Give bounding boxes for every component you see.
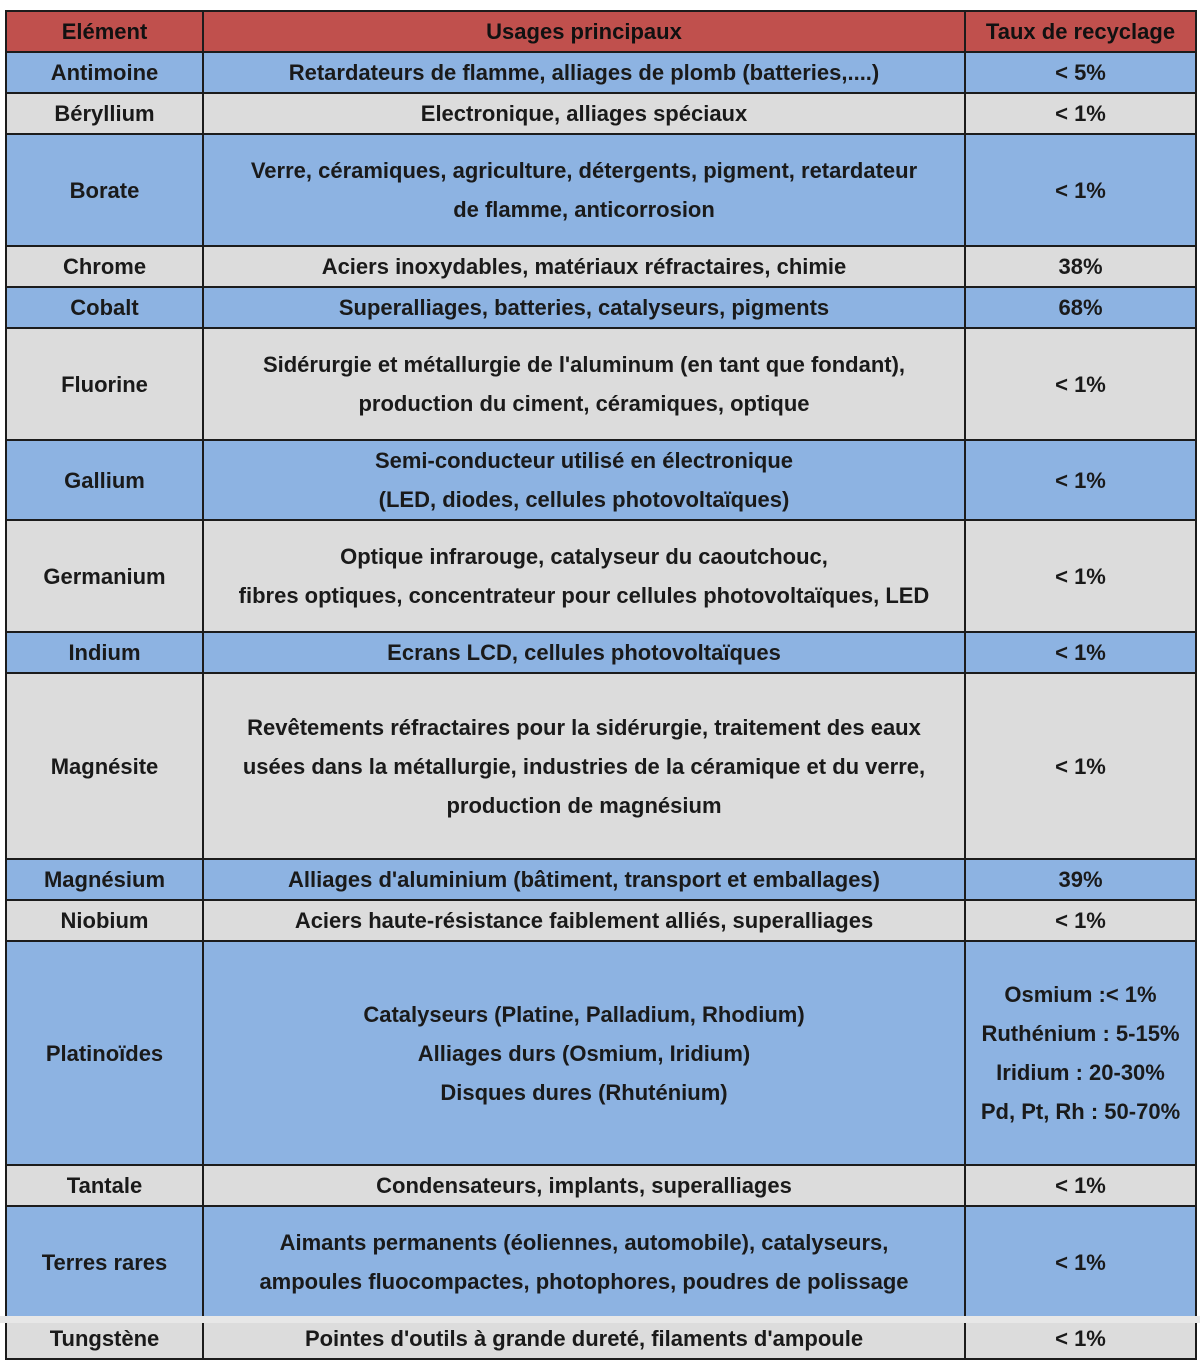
usages-line: Alliages d'aluminium (bâtiment, transport et emballages) [287, 867, 880, 892]
rate-cell [965, 52, 1196, 93]
element-cell: Terres rares [6, 1206, 203, 1318]
table-row [6, 859, 1196, 900]
table-row [6, 941, 1196, 1165]
usages-line: Sidérurgie et métallurgie de l'aluminum (en tant que fondant), [262, 352, 906, 377]
rate-cell [965, 859, 1196, 900]
usages-cell [203, 440, 965, 520]
header-element: Elément [6, 11, 203, 52]
rate-cell [965, 673, 1196, 859]
usages-line: Aimants permanents (éoliennes, automobile), catalyseurs, [279, 1230, 889, 1255]
table-row [6, 632, 1196, 673]
table-row [6, 328, 1196, 440]
element-cell: Béryllium [6, 93, 203, 134]
header-rate: Taux de recyclage [965, 11, 1196, 52]
element-cell: Tungstène [6, 1318, 203, 1359]
table-row [6, 520, 1196, 632]
rate-line: 38% [1058, 254, 1103, 279]
element-cell: Niobium [6, 900, 203, 941]
usages-line: Aciers inoxydables, matériaux réfractaires, chimie [321, 254, 847, 279]
rate-cell [965, 1206, 1196, 1318]
header-usages: Usages principaux [203, 11, 965, 52]
usages-cell [203, 900, 965, 941]
rate-line: < 1% [1055, 467, 1106, 493]
rate-cell [965, 1165, 1196, 1206]
usages-line: production de magnésium [446, 792, 722, 818]
rate-cell [965, 93, 1196, 134]
rate-line: < 1% [1055, 1326, 1106, 1351]
table-body [6, 52, 1196, 1359]
rate-line: < 1% [1055, 753, 1106, 779]
usages-line: Retardateurs de flamme, alliages de plomb (batteries,....) [288, 60, 880, 85]
usages-line: Pointes d'outils à grande dureté, filaments d'ampoule [304, 1326, 864, 1351]
bottom-divider [0, 1316, 1200, 1323]
table-row [6, 1318, 1196, 1359]
table-row [6, 1165, 1196, 1206]
rate-cell [965, 246, 1196, 287]
rate-line: < 1% [1055, 177, 1106, 203]
usages-line: Ecrans LCD, cellules photovoltaïques [387, 640, 781, 665]
usages-line: fibres optiques, concentrateur pour cellules photovoltaïques, LED [238, 583, 930, 608]
usages-cell [203, 1318, 965, 1359]
usages-cell [203, 1206, 965, 1318]
usages-line: de flamme, anticorrosion [453, 197, 715, 222]
rate-line: < 1% [1055, 371, 1106, 397]
table-row [6, 246, 1196, 287]
table-row [6, 93, 1196, 134]
usages-line: Superalliages, batteries, catalyseurs, pigments [338, 295, 830, 320]
rate-line: Ruthénium : 5-15% [981, 1021, 1180, 1046]
rate-line: < 1% [1055, 563, 1106, 589]
usages-line: Semi-conducteur utilisé en électronique [374, 448, 794, 473]
usages-cell [203, 328, 965, 440]
rate-line: Pd, Pt, Rh : 50-70% [980, 1099, 1181, 1124]
usages-line: ampoules fluocompactes, photophores, poudres de polissage [259, 1269, 909, 1294]
usages-line: production du ciment, céramiques, optique [358, 391, 810, 416]
table-row [6, 900, 1196, 941]
element-cell: Borate [6, 134, 203, 246]
rate-line: < 1% [1055, 640, 1106, 665]
usages-line: Optique infrarouge, catalyseur du caoutchouc, [340, 544, 828, 569]
rate-line: < 1% [1055, 101, 1106, 126]
element-cell: Germanium [6, 520, 203, 632]
rate-cell [965, 520, 1196, 632]
usages-cell [203, 673, 965, 859]
usages-line: Alliages durs (Osmium, Iridium) [417, 1040, 751, 1066]
usages-line: Catalyseurs (Platine, Palladium, Rhodium) [363, 1001, 805, 1027]
rate-cell [965, 328, 1196, 440]
usages-cell [203, 93, 965, 134]
usages-line: Condensateurs, implants, superalliages [376, 1173, 792, 1198]
table-row [6, 134, 1196, 246]
rate-cell [965, 134, 1196, 246]
usages-line: Verre, céramiques, agriculture, détergents, pigment, retardateur [250, 158, 918, 183]
rate-cell [965, 941, 1196, 1165]
element-cell: Gallium [6, 440, 203, 520]
rate-line: Iridium : 20-30% [996, 1060, 1165, 1085]
rate-line: < 1% [1055, 1249, 1106, 1275]
table-header [6, 11, 1196, 52]
usages-line: Aciers haute-résistance faiblement alliés, superalliages [294, 908, 874, 933]
element-cell: Fluorine [6, 328, 203, 440]
rate-cell [965, 440, 1196, 520]
table-row [6, 1206, 1196, 1318]
usages-cell [203, 287, 965, 328]
usages-cell [203, 1165, 965, 1206]
table-wrapper [5, 10, 1197, 1360]
table-row [6, 287, 1196, 328]
table-row [6, 440, 1196, 520]
rate-cell [965, 287, 1196, 328]
table-row [6, 673, 1196, 859]
element-cell: Cobalt [6, 287, 203, 328]
usages-line: Disques dures (Rhuténium) [440, 1079, 728, 1105]
rate-line: < 1% [1055, 908, 1106, 933]
usages-cell [203, 520, 965, 632]
usages-cell [203, 632, 965, 673]
usages-cell [203, 859, 965, 900]
rate-cell [965, 900, 1196, 941]
usages-cell [203, 134, 965, 246]
element-cell: Antimoine [6, 52, 203, 93]
rate-line: 39% [1058, 867, 1103, 892]
element-cell: Magnésite [6, 673, 203, 859]
usages-cell [203, 941, 965, 1165]
element-cell: Indium [6, 632, 203, 673]
usages-cell [203, 52, 965, 93]
usages-line: (LED, diodes, cellules photovoltaïques) [378, 487, 790, 512]
rate-line: < 5% [1055, 60, 1106, 85]
element-cell: Chrome [6, 246, 203, 287]
rate-line: 68% [1058, 295, 1103, 320]
element-cell: Platinoïdes [6, 941, 203, 1165]
recycling-table [5, 10, 1197, 1360]
rate-cell [965, 632, 1196, 673]
rate-cell [965, 1318, 1196, 1359]
element-cell: Magnésium [6, 859, 203, 900]
rate-line: < 1% [1055, 1173, 1106, 1198]
usages-cell [203, 246, 965, 287]
element-cell: Tantale [6, 1165, 203, 1206]
rate-line: Osmium :< 1% [1004, 982, 1157, 1007]
usages-line: Electronique, alliages spéciaux [420, 101, 748, 126]
table-row [6, 52, 1196, 93]
usages-line: Revêtements réfractaires pour la sidérurgie, traitement des eaux [247, 714, 921, 740]
usages-line: usées dans la métallurgie, industries de la céramique et du verre, [242, 753, 926, 779]
